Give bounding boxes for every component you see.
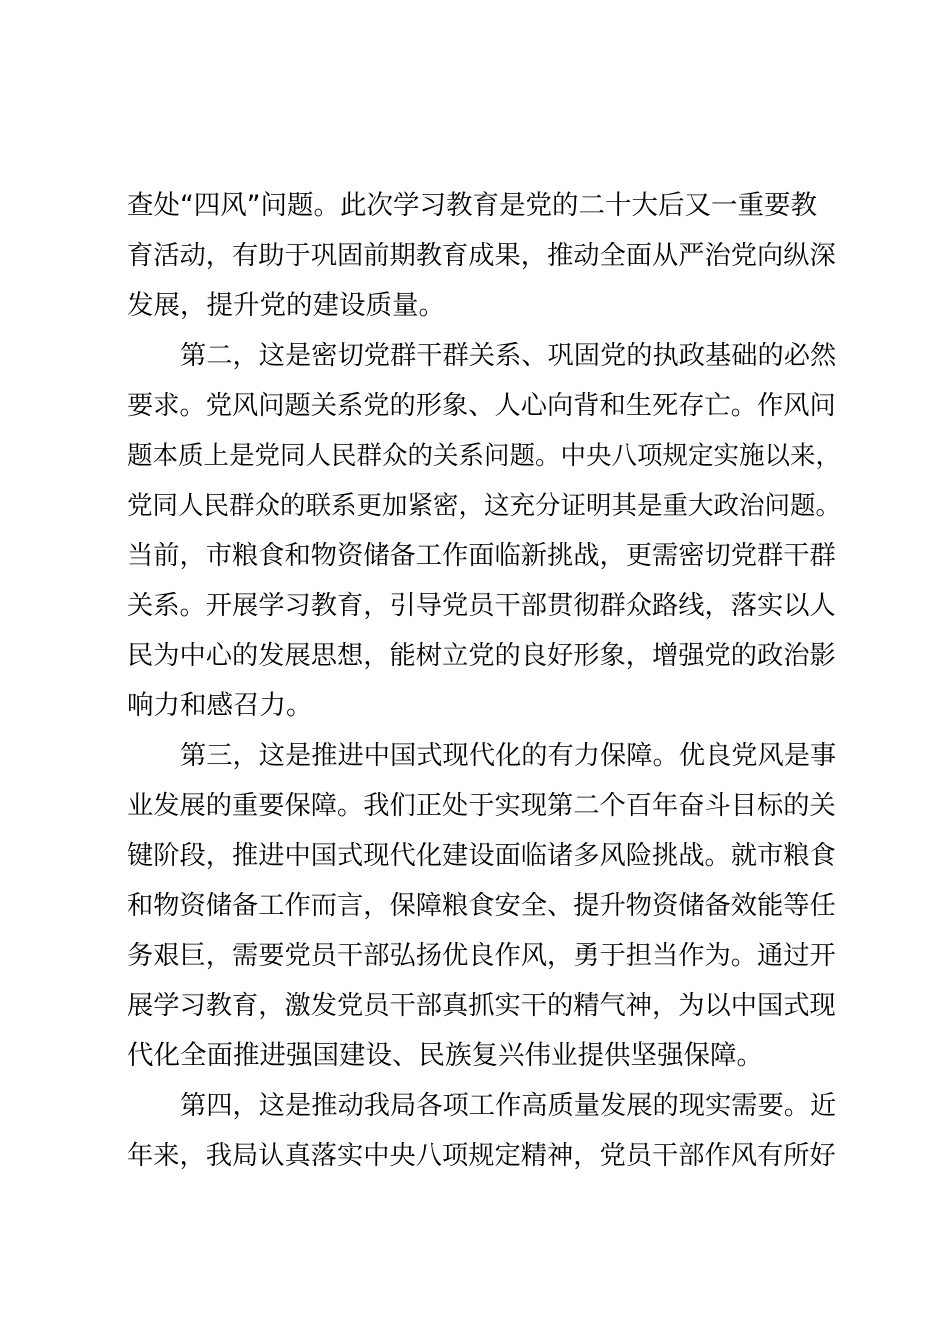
text-line: 第四，这是推动我局各项工作高质量发展的现实需要。近 — [180, 1091, 837, 1121]
text-line: 当前，市粮食和物资储备工作面临新挑战，更需密切党群干群 — [127, 541, 836, 571]
text-line: 第二，这是密切党群干群关系、巩固党的执政基础的必然 — [180, 341, 837, 371]
text-line: 业发展的重要保障。我们正处于实现第二个百年奋斗目标的关 — [127, 791, 836, 821]
text-line: 响力和感召力。 — [127, 690, 313, 721]
text-line: 第三，这是推进中国式现代化的有力保障。优良党风是事 — [180, 741, 837, 771]
text-line: 党同人民群众的联系更加紧密，这充分证明其是重大政治问题。 — [127, 491, 842, 521]
text-line: 和物资储备工作而言，保障粮食安全、提升物资储备效能等任 — [127, 891, 836, 921]
text-line: 要求。党风问题关系党的形象、人心向背和生死存亡。作风问 — [127, 391, 836, 421]
text-line: 代化全面推进强国建设、民族复兴伟业提供坚强保障。 — [127, 1040, 763, 1071]
text-line: 民为中心的发展思想，能树立党的良好形象，增强党的政治影 — [127, 641, 836, 671]
text-line: 查处“四风”问题。此次学习教育是党的二十大后又一重要教 — [127, 190, 817, 221]
text-line: 务艰巨，需要党员干部弘扬优良作风，勇于担当作为。通过开 — [127, 941, 836, 971]
text-line: 展学习教育，激发党员干部真抓实干的精气神，为以中国式现 — [127, 991, 836, 1021]
text-line: 年来，我局认真落实中央八项规定精神，党员干部作风有所好 — [127, 1141, 836, 1171]
document-body — [127, 181, 841, 1181]
text-line: 育活动，有助于巩固前期教育成果，推动全面从严治党向纵深 — [127, 241, 836, 271]
text-line: 键阶段，推进中国式现代化建设面临诸多风险挑战。就市粮食 — [127, 841, 836, 871]
text-line: 发展，提升党的建设质量。 — [127, 290, 445, 321]
text-line: 关系。开展学习教育，引导党员干部贯彻群众路线，落实以人 — [127, 591, 836, 621]
text-line: 题本质上是党同人民群众的关系问题。中央八项规定实施以来， — [127, 441, 842, 471]
